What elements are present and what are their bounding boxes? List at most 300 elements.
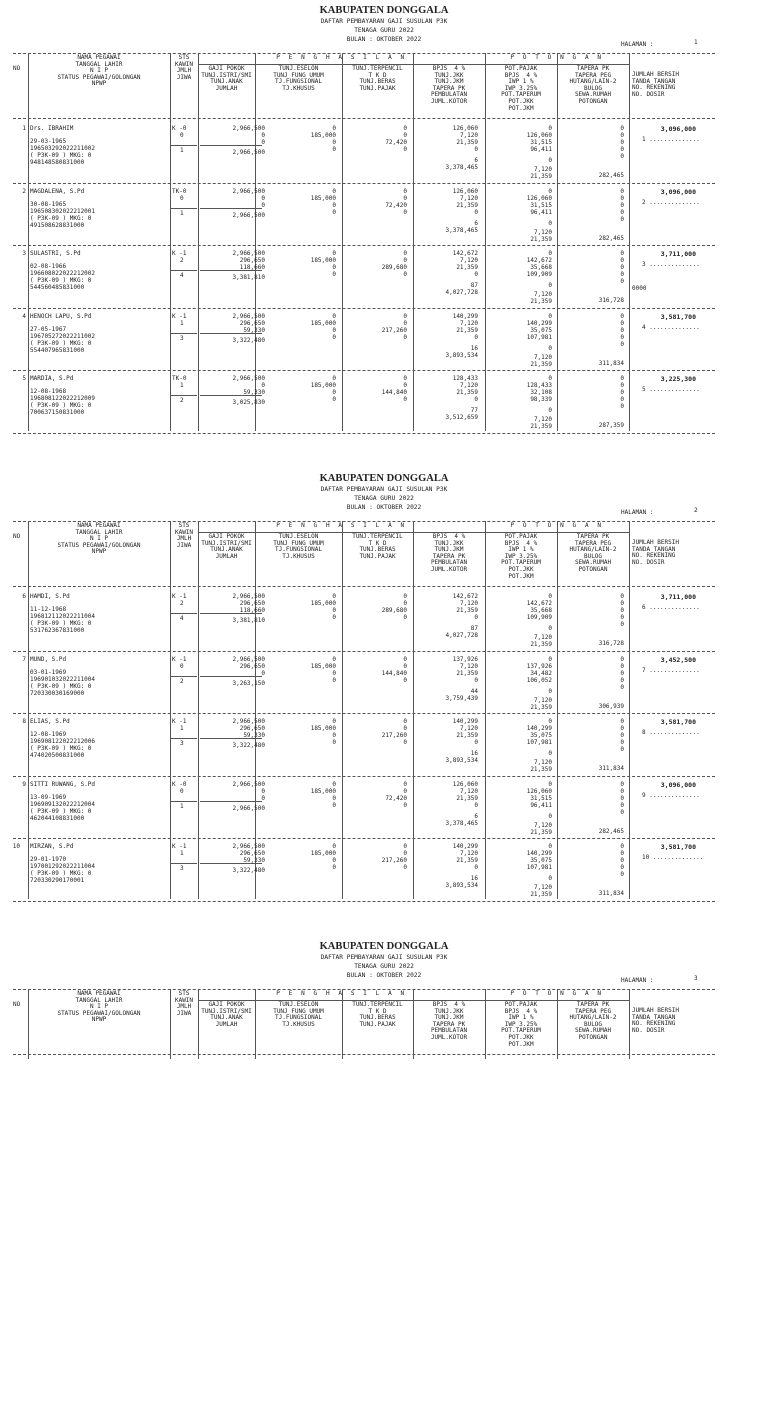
gross-value: 87 bbox=[470, 282, 478, 289]
allowance-value: 0 bbox=[332, 669, 336, 677]
allowance-value: 0 bbox=[332, 864, 336, 871]
column-divider bbox=[557, 521, 558, 899]
allowance-value: 0 bbox=[403, 801, 407, 809]
allowance-value: 0 bbox=[403, 382, 407, 389]
deduction-value: 0 bbox=[620, 655, 624, 663]
document-category: TENAGA GURU 2022 bbox=[354, 963, 414, 970]
deduction-value: 140,299 bbox=[526, 850, 552, 857]
employee-npwp: 491508628831000 bbox=[30, 221, 85, 229]
employee-name: HAMDI, S.Pd bbox=[30, 593, 70, 600]
allowance-value: 0 bbox=[403, 146, 407, 153]
deduction-value: 126,060 bbox=[526, 132, 552, 139]
salary-value: 0 bbox=[261, 382, 265, 389]
allowance-value: 72,420 bbox=[385, 139, 407, 146]
sts-rule bbox=[171, 801, 197, 802]
employee-npwp: 554407965831000 bbox=[30, 346, 85, 354]
column-divider bbox=[485, 989, 486, 1059]
deduction-value: 140,299 bbox=[526, 725, 552, 732]
birth-date: 29-01-1970 bbox=[30, 856, 67, 863]
employee-name: MIRZAN, S.Pd bbox=[30, 843, 74, 850]
employee-status: ( P3K-09 ) MKG: 0 bbox=[30, 152, 92, 159]
sts-rule bbox=[171, 738, 197, 739]
deduction-value: 7,120 bbox=[533, 291, 552, 298]
birth-date: 02-08-1966 bbox=[30, 263, 67, 270]
deduction-value: 0 bbox=[620, 319, 624, 327]
employee-status: ( P3K-09 ) MKG: 0 bbox=[30, 620, 92, 627]
family-count: 3 bbox=[180, 865, 184, 872]
column-divider bbox=[413, 989, 414, 1059]
deduction-value: 0 bbox=[620, 739, 624, 746]
row-number: 1 bbox=[22, 125, 26, 132]
allowance-value: 72,420 bbox=[385, 794, 407, 802]
col-nama-header: NAMA PEGAWAI TANGGAL LAHIR N I P STATUS PEGAWAI/GOLONGAN NPWP bbox=[57, 54, 141, 88]
col-pajak-header: POT.PAJAK BPJS 4 % IWP 1 % IWP 3.25% POT.TAPERUM POT.JKK POT.JKM bbox=[501, 65, 541, 112]
deduction-value: 35,668 bbox=[530, 264, 552, 271]
column-divider bbox=[342, 521, 343, 899]
allowance-value: 185,000 bbox=[310, 600, 336, 607]
salary-value: 296,650 bbox=[239, 662, 265, 670]
col-nama-header: NAMA PEGAWAI TANGGAL LAHIR N I P STATUS PEGAWAI/GOLONGAN NPWP bbox=[57, 990, 141, 1024]
deduction-value: 311,834 bbox=[598, 359, 624, 367]
deduction-value: 0 bbox=[620, 139, 624, 146]
row-rule bbox=[13, 838, 715, 839]
family-count: 3 bbox=[180, 740, 184, 747]
net-salary: 3,711,000 bbox=[660, 593, 696, 601]
row-rule bbox=[13, 183, 715, 184]
allowance-value: 0 bbox=[403, 864, 407, 871]
employee-npwp: 948148580831000 bbox=[30, 159, 85, 166]
deduction-value: 0 bbox=[620, 808, 624, 816]
gross-value: 21,359 bbox=[456, 794, 478, 802]
account-fragment: 0000 bbox=[632, 285, 647, 292]
gross-value: 140,299 bbox=[452, 312, 478, 320]
salary-rule bbox=[200, 145, 262, 146]
salary-value: 59,330 bbox=[243, 326, 265, 334]
net-salary: 3,581,700 bbox=[660, 718, 696, 726]
deduction-value: 306,939 bbox=[598, 702, 624, 710]
row-number: 10 bbox=[12, 843, 20, 850]
allowance-value: 0 bbox=[332, 264, 336, 271]
gross-value: 3,893,534 bbox=[445, 351, 478, 359]
gross-value: 16 bbox=[470, 875, 478, 882]
gross-value: 7,120 bbox=[459, 257, 478, 264]
employee-name: HENOCH LAPU, S.Pd bbox=[30, 312, 92, 320]
document-subtitle: DAFTAR PEMBAYARAN GAJI SUSULAN P3K bbox=[320, 486, 448, 493]
allowance-value: 0 bbox=[403, 718, 407, 725]
deduction-value: 0 bbox=[620, 382, 624, 389]
deduction-value: 0 bbox=[548, 407, 552, 414]
birth-date: 29-03-1965 bbox=[30, 138, 67, 145]
gross-value: 21,359 bbox=[456, 732, 478, 739]
deduction-value: 311,834 bbox=[598, 765, 624, 772]
deduction-value: 7,120 bbox=[533, 821, 552, 829]
col-bpjs-header: BPJS 4 % TUNJ.JKK TUNJ.JKM TAPERA PK PEMBULATAN JUML.KOTOR bbox=[430, 65, 468, 105]
deduction-value: 7,120 bbox=[533, 228, 552, 236]
deduction-value: 107,981 bbox=[526, 864, 552, 871]
deduction-value: 21,359 bbox=[530, 423, 552, 430]
allowance-value: 0 bbox=[332, 857, 336, 864]
family-count: 4 bbox=[180, 272, 184, 279]
employee-status: ( P3K-09 ) MKG: 0 bbox=[30, 870, 92, 877]
salary-value: 2,966,500 bbox=[232, 312, 265, 320]
birth-date: 11-12-1968 bbox=[30, 606, 67, 613]
deduction-value: 98,339 bbox=[530, 396, 552, 403]
deduction-value: 137,926 bbox=[526, 662, 552, 670]
deduction-value: 0 bbox=[548, 125, 552, 132]
gross-value: 7,120 bbox=[459, 725, 478, 732]
allowance-value: 72,420 bbox=[385, 201, 407, 209]
allowance-value: 289,680 bbox=[381, 607, 407, 614]
net-salary: 3,581,700 bbox=[660, 312, 696, 321]
col-tapera-header: TAPERA PK TAPERA PEG HUTANG/LAIN-2 BULOG SEWA.RUMAH POTONGAN bbox=[569, 65, 617, 105]
deduction-value: 96,411 bbox=[530, 146, 552, 153]
gross-value: 142,672 bbox=[452, 593, 478, 600]
net-salary: 3,096,000 bbox=[660, 187, 696, 196]
deduction-value: 0 bbox=[548, 593, 552, 600]
col-potongan-header: P O T O N G A N bbox=[510, 54, 604, 61]
col-penghasilan-header: P E N G H A S I L A N bbox=[276, 54, 407, 61]
allowance-value: 0 bbox=[403, 739, 407, 746]
row-number: 3 bbox=[22, 250, 26, 257]
column-divider bbox=[170, 521, 171, 899]
halaman-label: HALAMAN : bbox=[621, 509, 654, 516]
deduction-value: 0 bbox=[548, 375, 552, 382]
children-count: 1 bbox=[180, 725, 184, 732]
allowance-value: 0 bbox=[332, 732, 336, 739]
col-jumlah-header: JUMLAH BERSIH TANDA TANGAN NO. REKENING NO. DOSIR bbox=[632, 539, 679, 566]
employee-npwp: 700637150831000 bbox=[30, 409, 85, 416]
column-divider bbox=[28, 521, 29, 899]
employee-name: MAGDALENA, S.Pd bbox=[30, 187, 85, 195]
deduction-value: 31,515 bbox=[530, 139, 552, 146]
col-eselon-header: TUNJ.ESELON TUNJ FUNG UMUM TJ.FUNGSIONAL TJ.KHUSUS bbox=[273, 1001, 324, 1028]
deduction-value: 0 bbox=[620, 278, 624, 285]
document-subtitle: DAFTAR PEMBAYARAN GAJI SUSULAN P3K bbox=[320, 954, 448, 961]
birth-date: 30-08-1965 bbox=[30, 200, 67, 208]
gross-value: 0 bbox=[474, 614, 478, 621]
signature-line: 7 .............. bbox=[642, 666, 700, 674]
signature-line: 6 .............. bbox=[642, 604, 700, 611]
employee-status: ( P3K-09 ) MKG: 0 bbox=[30, 339, 92, 347]
col-pajak-header: POT.PAJAK BPJS 4 % IWP 1 % IWP 3.25% POT.TAPERUM POT.JKK POT.JKM bbox=[501, 533, 541, 580]
salary-value: 2,966,500 bbox=[232, 149, 265, 156]
deduction-value: 0 bbox=[620, 153, 624, 160]
deduction-value: 0 bbox=[548, 282, 552, 289]
allowance-value: 0 bbox=[332, 801, 336, 809]
col-eselon-header: TUNJ.ESELON TUNJ FUNG UMUM TJ.FUNGSIONAL TJ.KHUSUS bbox=[273, 533, 324, 560]
deduction-value: 0 bbox=[548, 843, 552, 850]
allowance-value: 0 bbox=[403, 676, 407, 684]
deduction-value: 0 bbox=[548, 625, 552, 632]
row-rule bbox=[13, 901, 715, 902]
row-rule bbox=[13, 713, 715, 714]
gross-value: 16 bbox=[470, 750, 478, 757]
deduction-value: 0 bbox=[620, 871, 624, 878]
sts-rule bbox=[171, 395, 197, 396]
deduction-value: 21,359 bbox=[530, 298, 552, 305]
deduction-value: 34,482 bbox=[530, 669, 552, 677]
gross-value: 0 bbox=[474, 146, 478, 153]
salary-value: 2,966,500 bbox=[232, 250, 265, 257]
employee-name: ELIAS, S.Pd bbox=[30, 718, 70, 725]
allowance-value: 0 bbox=[403, 850, 407, 857]
col-no-header: NO bbox=[13, 1001, 21, 1008]
deduction-value: 7,120 bbox=[533, 166, 552, 173]
col-pajak-header: POT.PAJAK BPJS 4 % IWP 1 % IWP 3.25% POT.TAPERUM POT.JKK POT.JKM bbox=[501, 1001, 541, 1048]
children-count: 0 bbox=[180, 132, 184, 139]
salary-rule bbox=[200, 208, 262, 209]
gross-value: 7,120 bbox=[459, 319, 478, 327]
allowance-value: 0 bbox=[332, 139, 336, 146]
allowance-value: 0 bbox=[332, 375, 336, 382]
allowance-value: 0 bbox=[332, 655, 336, 663]
deduction-value: 0 bbox=[620, 787, 624, 795]
deduction-value: 0 bbox=[620, 850, 624, 857]
column-divider bbox=[629, 521, 630, 899]
gross-value: 21,359 bbox=[456, 264, 478, 271]
allowance-value: 0 bbox=[403, 614, 407, 621]
signature-line: 5 .............. bbox=[642, 386, 700, 393]
deduction-value: 21,359 bbox=[530, 360, 552, 368]
allowance-value: 185,000 bbox=[310, 662, 336, 670]
children-count: 0 bbox=[180, 662, 184, 670]
allowance-value: 0 bbox=[403, 396, 407, 403]
marital-status: TK-0 bbox=[172, 187, 187, 195]
gross-value: 0 bbox=[474, 396, 478, 403]
row-rule bbox=[13, 308, 715, 309]
deduction-value: 0 bbox=[548, 687, 552, 695]
deduction-value: 0 bbox=[620, 333, 624, 341]
employee-npwp: 474020500831000 bbox=[30, 752, 85, 759]
signature-line: 9 .............. bbox=[642, 791, 700, 799]
allowance-value: 0 bbox=[403, 333, 407, 341]
signature-line: 4 .............. bbox=[642, 323, 700, 331]
salary-value: 0 bbox=[261, 139, 265, 146]
salary-value: 296,650 bbox=[239, 319, 265, 327]
allowance-value: 0 bbox=[332, 208, 336, 216]
gross-value: 44 bbox=[470, 687, 478, 695]
sts-rule bbox=[171, 676, 197, 677]
col-gaji-header: GAJI POKOK TUNJ.ISTRI/SMI TUNJ.ANAK JUMLAH bbox=[201, 1001, 252, 1028]
employee-nip: 196508302022212001 bbox=[30, 207, 96, 215]
deduction-value: 282,465 bbox=[598, 172, 624, 179]
deduction-value: 0 bbox=[620, 621, 624, 628]
gross-value: 128,433 bbox=[452, 375, 478, 382]
deduction-value: 35,075 bbox=[530, 857, 552, 864]
document-period: BULAN : OKTOBER 2022 bbox=[346, 504, 422, 511]
gross-value: 21,359 bbox=[456, 326, 478, 334]
header-bottom-rule bbox=[13, 586, 715, 587]
allowance-value: 0 bbox=[403, 780, 407, 788]
family-count: 3 bbox=[180, 334, 184, 342]
deduction-value: 21,359 bbox=[530, 703, 552, 711]
deduction-value: 7,120 bbox=[533, 353, 552, 361]
salary-value: 296,650 bbox=[239, 725, 265, 732]
col-no-header: NO bbox=[13, 65, 21, 72]
employee-npwp: 720330030169000 bbox=[30, 689, 85, 697]
allowance-value: 185,000 bbox=[310, 850, 336, 857]
allowance-value: 0 bbox=[332, 187, 336, 195]
marital-status: TK-0 bbox=[172, 375, 187, 382]
allowance-value: 0 bbox=[403, 787, 407, 795]
gross-value: 6 bbox=[474, 812, 478, 820]
employee-status: ( P3K-09 ) MKG: 0 bbox=[30, 214, 92, 222]
allowance-value: 0 bbox=[332, 389, 336, 396]
col-nama-header: NAMA PEGAWAI TANGGAL LAHIR N I P STATUS PEGAWAI/GOLONGAN NPWP bbox=[57, 522, 141, 556]
gross-value: 7,120 bbox=[459, 600, 478, 607]
row-number: 5 bbox=[22, 375, 26, 382]
salary-rule bbox=[200, 863, 262, 864]
allowance-value: 0 bbox=[332, 607, 336, 614]
gross-value: 7,120 bbox=[459, 194, 478, 202]
employee-status: ( P3K-09 ) MKG: 0 bbox=[30, 402, 92, 409]
employee-nip: 196503292022211002 bbox=[30, 145, 96, 152]
children-count: 1 bbox=[180, 382, 184, 389]
deduction-value: 0 bbox=[620, 614, 624, 621]
document-title: KABUPATEN DONGGALA bbox=[319, 473, 449, 484]
column-divider bbox=[255, 989, 256, 1059]
column-divider bbox=[28, 53, 29, 431]
deduction-value: 0 bbox=[620, 794, 624, 802]
allowance-value: 0 bbox=[332, 146, 336, 153]
deduction-value: 0 bbox=[620, 250, 624, 257]
employee-name: SULASTRI, S.Pd bbox=[30, 250, 81, 257]
children-count: 2 bbox=[180, 600, 184, 607]
family-count: 4 bbox=[180, 615, 184, 622]
sts-rule bbox=[171, 863, 197, 864]
col-sts-header: STS KAWIN JMLH JIWA bbox=[174, 54, 194, 81]
gross-value: 87 bbox=[470, 625, 478, 632]
gross-value: 0 bbox=[474, 271, 478, 278]
gross-value: 4,027,728 bbox=[445, 632, 478, 639]
allowance-value: 185,000 bbox=[310, 725, 336, 732]
allowance-value: 185,000 bbox=[310, 257, 336, 264]
allowance-value: 0 bbox=[403, 662, 407, 670]
gross-value: 7,120 bbox=[459, 662, 478, 670]
salary-value: 2,966,500 bbox=[232, 125, 265, 132]
marital-status: K -0 bbox=[172, 780, 187, 788]
col-gaji-header: GAJI POKOK TUNJ.ISTRI/SMI TUNJ.ANAK JUMLAH bbox=[201, 533, 252, 560]
allowance-value: 0 bbox=[332, 333, 336, 341]
gross-value: 21,359 bbox=[456, 389, 478, 396]
column-divider bbox=[557, 53, 558, 431]
deduction-value: 128,433 bbox=[526, 382, 552, 389]
salary-value: 118,660 bbox=[239, 264, 265, 271]
sts-rule bbox=[171, 333, 197, 334]
salary-value: 3,263,150 bbox=[232, 679, 265, 687]
allowance-value: 185,000 bbox=[310, 382, 336, 389]
row-number: 4 bbox=[22, 312, 26, 320]
marital-status: K -1 bbox=[172, 312, 187, 320]
halaman-number: 3 bbox=[694, 975, 698, 982]
col-terpencil-header: TUNJ.TERPENCIL T K D TUNJ.BERAS TUNJ.PAJAK bbox=[352, 65, 403, 92]
gross-value: 126,060 bbox=[452, 187, 478, 195]
deduction-value: 0 bbox=[620, 732, 624, 739]
employee-nip: 196705272022211002 bbox=[30, 332, 96, 340]
employee-status: ( P3K-09 ) MKG: 0 bbox=[30, 745, 92, 752]
deduction-value: 107,981 bbox=[526, 333, 552, 341]
deduction-value: 0 bbox=[620, 326, 624, 334]
employee-nip: 197001292022211004 bbox=[30, 863, 96, 870]
gross-value: 77 bbox=[470, 407, 478, 414]
deduction-value: 7,120 bbox=[533, 884, 552, 891]
allowance-value: 0 bbox=[403, 271, 407, 278]
deduction-value: 282,465 bbox=[598, 827, 624, 835]
salary-value: 59,330 bbox=[243, 389, 265, 396]
deduction-value: 0 bbox=[620, 125, 624, 132]
deduction-value: 0 bbox=[548, 750, 552, 757]
allowance-value: 0 bbox=[403, 208, 407, 216]
allowance-value: 185,000 bbox=[310, 132, 336, 139]
salary-value: 118,660 bbox=[239, 607, 265, 614]
net-salary: 3,096,000 bbox=[660, 780, 696, 789]
allowance-value: 0 bbox=[332, 326, 336, 334]
deduction-value: 126,060 bbox=[526, 787, 552, 795]
col-penghasilan-header: P E N G H A S I L A N bbox=[276, 522, 407, 529]
allowance-value: 0 bbox=[403, 375, 407, 382]
column-divider bbox=[629, 989, 630, 1059]
allowance-value: 0 bbox=[403, 593, 407, 600]
birth-date: 12-08-1969 bbox=[30, 731, 67, 738]
salary-value: 59,330 bbox=[243, 732, 265, 739]
gross-value: 142,672 bbox=[452, 250, 478, 257]
deduction-value: 0 bbox=[620, 271, 624, 278]
document-period: BULAN : OKTOBER 2022 bbox=[346, 36, 422, 43]
deduction-value: 316,728 bbox=[598, 297, 624, 304]
gross-value: 0 bbox=[474, 676, 478, 684]
deduction-value: 31,515 bbox=[530, 201, 552, 209]
net-salary: 3,096,000 bbox=[660, 125, 696, 133]
gross-value: 6 bbox=[474, 157, 478, 164]
gross-value: 16 bbox=[470, 344, 478, 352]
col-tapera-header: TAPERA PK TAPERA PEG HUTANG/LAIN-2 BULOG SEWA.RUMAH POTONGAN bbox=[569, 1001, 617, 1041]
sts-rule bbox=[171, 208, 197, 209]
allowance-value: 0 bbox=[332, 794, 336, 802]
gross-value: 21,359 bbox=[456, 607, 478, 614]
children-count: 1 bbox=[180, 850, 184, 857]
gross-value: 3,378,465 bbox=[445, 226, 478, 234]
deduction-value: 35,075 bbox=[530, 326, 552, 334]
deduction-value: 0 bbox=[620, 208, 624, 216]
halaman-label: HALAMAN : bbox=[621, 977, 654, 984]
gross-value: 0 bbox=[474, 801, 478, 809]
birth-date: 13-09-1969 bbox=[30, 793, 67, 801]
deduction-value: 0 bbox=[620, 718, 624, 725]
salary-value: 2,966,500 bbox=[232, 655, 265, 663]
deduction-value: 21,359 bbox=[530, 891, 552, 898]
col-bpjs-header: BPJS 4 % TUNJ.JKK TUNJ.JKM TAPERA PK PEMBULATAN JUML.KOTOR bbox=[430, 1001, 468, 1041]
marital-status: K -0 bbox=[172, 125, 187, 132]
employee-nip: 196901032022211004 bbox=[30, 675, 96, 683]
deduction-value: 0 bbox=[548, 718, 552, 725]
deduction-value: 0 bbox=[548, 219, 552, 227]
deduction-value: 0 bbox=[548, 344, 552, 352]
salary-value: 0 bbox=[261, 132, 265, 139]
deduction-value: 7,120 bbox=[533, 416, 552, 423]
salary-rule bbox=[200, 738, 262, 739]
column-divider bbox=[557, 989, 558, 1059]
gross-value: 21,359 bbox=[456, 857, 478, 864]
deduction-value: 0 bbox=[620, 132, 624, 139]
salary-value: 0 bbox=[261, 201, 265, 209]
deduction-value: 0 bbox=[620, 396, 624, 403]
deduction-value: 0 bbox=[548, 812, 552, 820]
deduction-value: 31,515 bbox=[530, 794, 552, 802]
row-rule bbox=[13, 370, 715, 371]
deduction-value: 35,075 bbox=[530, 732, 552, 739]
deduction-value: 35,668 bbox=[530, 607, 552, 614]
deduction-value: 0 bbox=[620, 201, 624, 209]
